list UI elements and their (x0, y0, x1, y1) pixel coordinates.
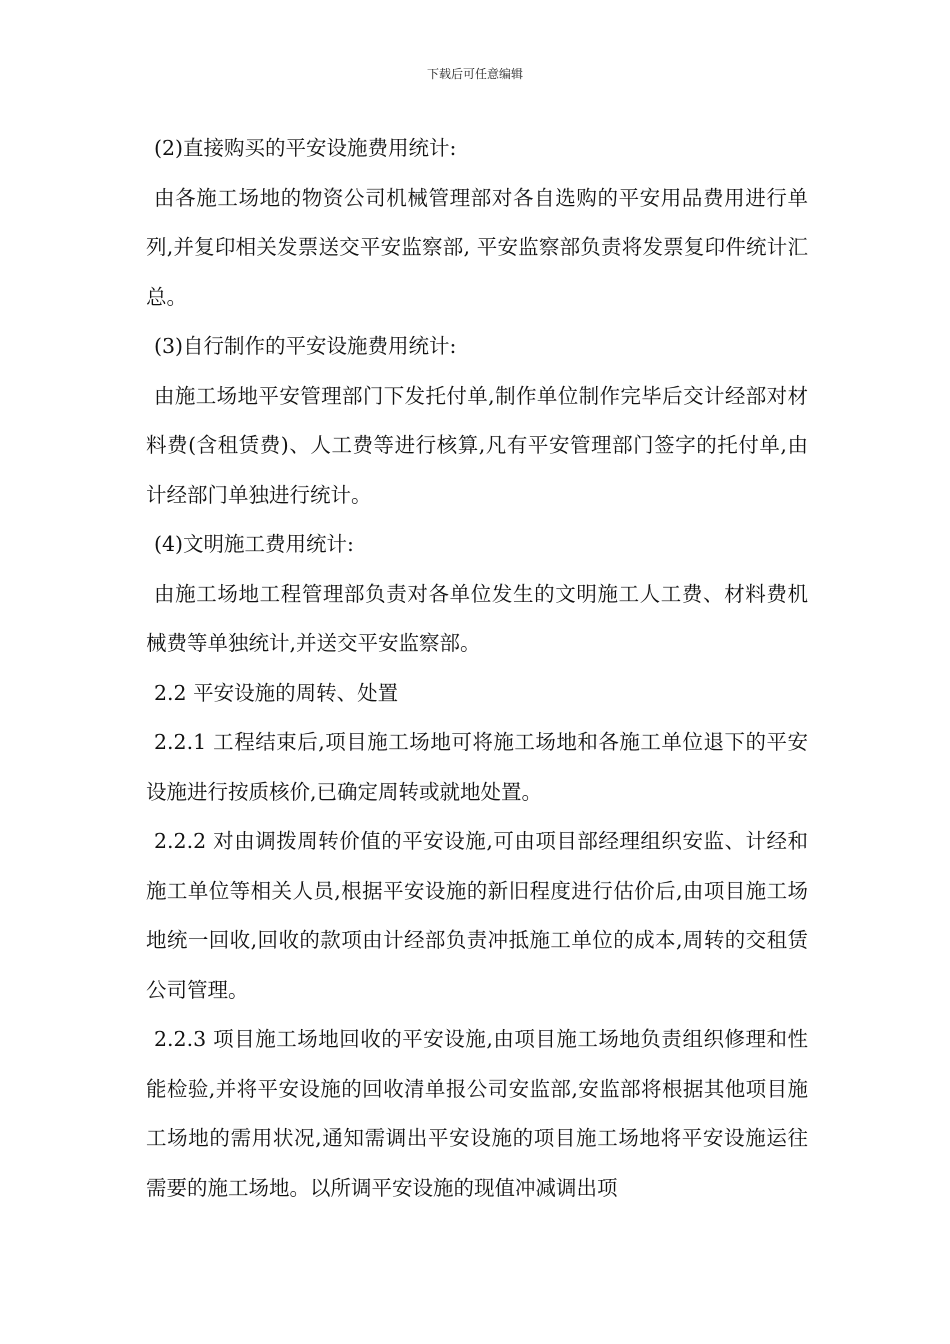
paragraph-2-2-3: 2.2.3 项目施工场地回收的平安设施,由项目施工场地负责组织修理和性能检验,并将平安设施的回收清单报公司安监部,安监部将根据其他项目施工场地的需用状况,通知需调出平安设施的项目施工场地将平安设施运往需要的施工场地。以所调平安设施的现值冲减调出项 (146, 1027, 808, 1200)
paragraph-2-2-2: 2.2.2 对由调拨周转价值的平安设施,可由项目部经理组织安监、计经和施工单位等相关人员,根据平安设施的新旧程度进行估价后,由项目施工场地统一回收,回收的款项由计经部负责冲抵施工单位的成本,周转的交租赁公司管理。 (146, 829, 808, 1002)
paragraph: 由施工场地工程管理部负责对各单位发生的文明施工人工费、材料费机械费等单独统计,并送交平安监察部。 (146, 581, 808, 655)
paragraph-heading-3: (3)自行制作的平安设施费用统计: (154, 334, 457, 358)
page-header: 下载后可任意编辑 (426, 67, 523, 81)
document-body (146, 124, 808, 1213)
section-heading-2-2: 2.2 平安设施的周转、处置 (154, 680, 399, 705)
paragraph-2-2-1: 2.2.1 工程结束后,项目施工场地可将施工场地和各施工单位退下的平安设施进行按质核价,已确定周转或就地处置。 (146, 730, 808, 804)
paragraph: 由各施工场地的物资公司机械管理部对各自选购的平安用品费用进行单列,并复印相关发票送交平安监察部, 平安监察部负责将发票复印件统计汇总。 (146, 185, 808, 309)
paragraph-heading-2: (2)直接购买的平安设施费用统计: (154, 136, 457, 160)
paragraph: 由施工场地平安管理部门下发托付单,制作单位制作完毕后交计经部对材料费(含租赁费)、人工费等进行核算,凡有平安管理部门签字的托付单,由计经部门单独进行统计。 (146, 383, 808, 507)
paragraph-heading-4: (4)文明施工费用统计: (154, 532, 354, 556)
